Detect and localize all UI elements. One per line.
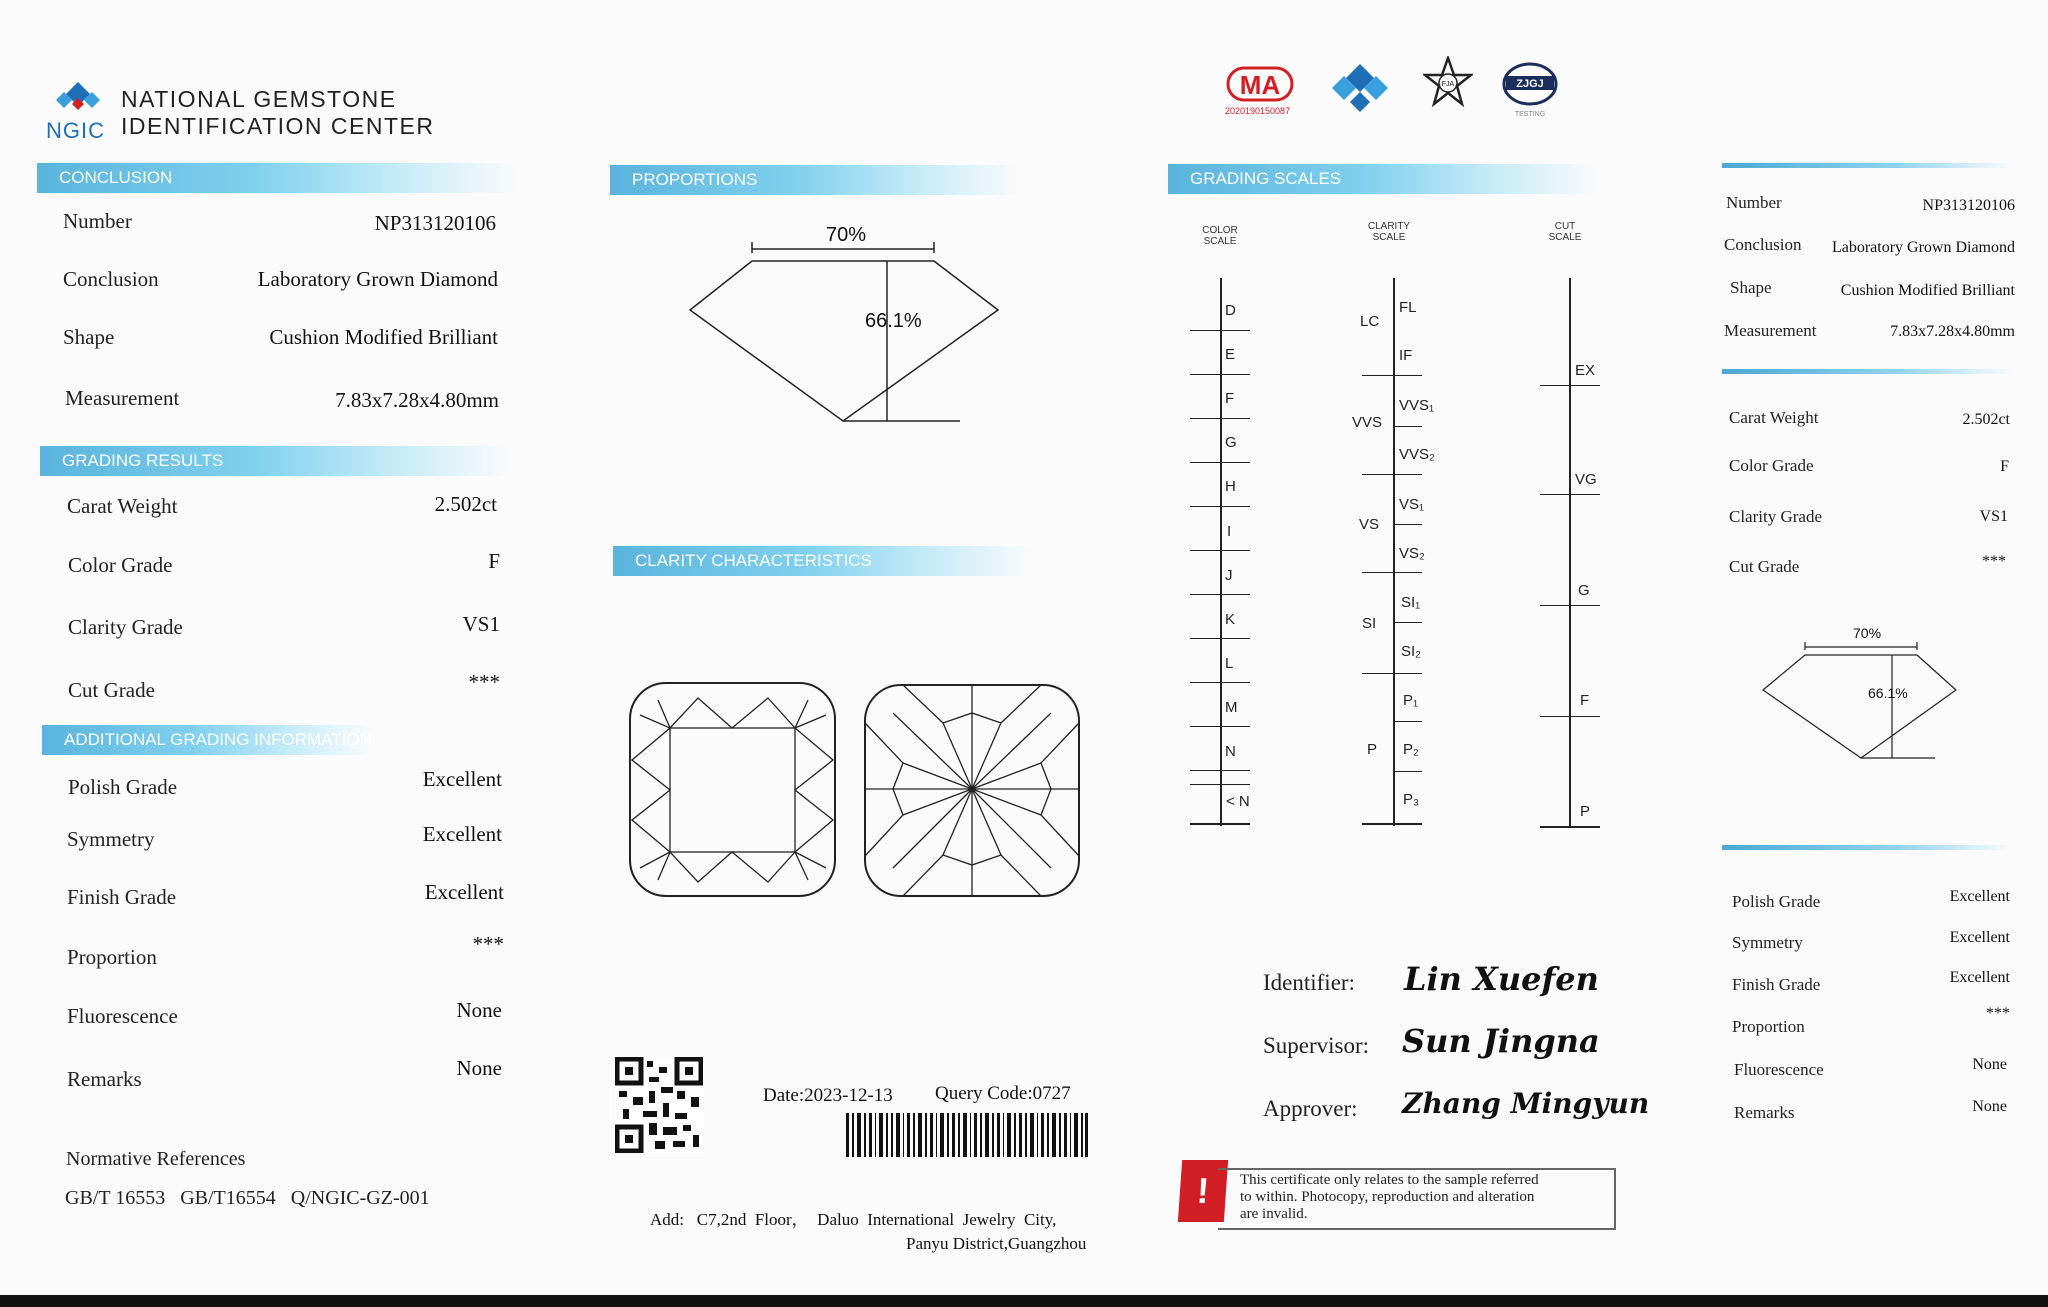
zjgj-testing-icon — [1500, 62, 1560, 120]
tick — [1190, 418, 1250, 419]
summary-proportions-diagram — [1755, 630, 1965, 766]
cma-mark-text: MA — [1239, 70, 1281, 100]
clarity-scale-title-1: CLARITY — [1367, 221, 1411, 232]
tick — [1393, 771, 1422, 772]
clarity-grade-vs2: VS₂ — [1399, 545, 1425, 562]
color-scale-title — [1200, 225, 1240, 247]
finish-label: Finish Grade — [67, 885, 177, 909]
summary-bottom-bar — [1722, 845, 2012, 850]
summary-fluorescence-value: None — [1972, 1056, 2007, 1073]
measurement-label: Measurement — [65, 386, 180, 410]
table-percent: 70% — [826, 224, 867, 246]
color-grade-below-n: < N — [1226, 793, 1250, 810]
address-line2: Panyu District,Guangzhou — [906, 1234, 1087, 1253]
summary-mid-bar — [1722, 369, 2012, 374]
proportions-diagram — [680, 225, 1010, 435]
qr-code-icon — [615, 1057, 703, 1153]
tick — [1190, 682, 1250, 683]
tick — [1190, 594, 1250, 595]
summary-remarks-value: None — [1972, 1098, 2007, 1115]
tick — [1393, 524, 1422, 525]
summary-depth-percent: 66.1% — [1868, 685, 1908, 701]
date: Date:2023-12-13 — [763, 1085, 893, 1106]
clarity-group-lc: LC — [1360, 313, 1380, 330]
fja-star-icon — [1423, 56, 1473, 108]
clarity-scale-base — [1362, 823, 1422, 825]
summary-fluorescence-label: Fluorescence — [1734, 1060, 1824, 1079]
tick — [1190, 330, 1250, 331]
conclusion-value: Laboratory Grown Diamond — [257, 267, 498, 291]
clarity-grade-si2: SI₂ — [1401, 643, 1421, 660]
remarks-value: None — [456, 1056, 502, 1080]
ngic-logo-text: NGIC — [46, 118, 105, 143]
query-code: Query Code:0727 — [935, 1083, 1071, 1104]
color-grade-k: K — [1225, 611, 1236, 628]
supervisor-signature: Sun Jingna — [1402, 1022, 1600, 1060]
summary-cut-value: *** — [1982, 553, 2006, 570]
summary-conclusion-value: Laboratory Grown Diamond — [1831, 239, 2015, 256]
clarity-scale-title — [1364, 221, 1414, 243]
shape-label: Shape — [63, 325, 115, 349]
color-grade-g: G — [1225, 434, 1237, 451]
fja-text: FJA — [1441, 81, 1455, 88]
conclusion-label: Conclusion — [63, 267, 159, 291]
tick — [1362, 673, 1422, 674]
number-label: Number — [63, 209, 132, 233]
summary-finish-label: Finish Grade — [1732, 975, 1821, 994]
tick — [1190, 638, 1250, 639]
references-title: Normative References — [66, 1148, 246, 1170]
color-grade-h: H — [1225, 478, 1236, 495]
cut-scale-title-2: SCALE — [1548, 232, 1582, 243]
tick — [1362, 474, 1422, 475]
notice-box — [1218, 1168, 1616, 1230]
crown-view-diagram — [628, 680, 838, 900]
summary-proportion-label: Proportion — [1732, 1017, 1805, 1036]
proportion-value: *** — [472, 932, 504, 956]
clarity-grade-si1: SI₁ — [1401, 594, 1421, 611]
tick — [1540, 605, 1600, 606]
summary-symmetry-label: Symmetry — [1732, 933, 1803, 952]
cut-scale-base — [1540, 826, 1600, 828]
accreditation-diamond-icon — [1330, 62, 1390, 114]
cut-grade-g: G — [1578, 582, 1590, 599]
tick — [1190, 506, 1250, 507]
color-scale-axis — [1220, 278, 1222, 826]
references-items: GB/T 16553 GB/T16554 Q/NGIC-GZ-001 — [65, 1187, 430, 1209]
clarity-label: Clarity Grade — [68, 615, 183, 639]
summary-measurement-value: 7.83x7.28x4.80mm — [1890, 323, 2015, 340]
clarity-grade-p2: P₂ — [1403, 741, 1419, 758]
approver-signature: Zhang Mingyun — [1402, 1087, 1650, 1120]
address-line1: Add: C7,2nd Floor， Daluo International Jewelry City, — [650, 1210, 1057, 1229]
symmetry-value: Excellent — [422, 822, 502, 846]
photo-bottom-edge — [0, 1295, 2048, 1307]
finish-value: Excellent — [424, 880, 504, 904]
org-name-line2: IDENTIFICATION CENTER — [121, 113, 435, 139]
notice-line: are invalid. — [1240, 1206, 1308, 1222]
color-value: F — [488, 549, 500, 573]
ngic-logo-icon — [50, 80, 106, 120]
color-grade-f: F — [1225, 390, 1235, 407]
identifier-signature: Lin Xuefen — [1404, 960, 1599, 998]
remarks-label: Remarks — [67, 1067, 142, 1091]
tick — [1393, 622, 1422, 623]
carat-value: 2.502ct — [434, 492, 497, 516]
clarity-grade-p3: P₃ — [1403, 791, 1420, 808]
color-grade-n: N — [1225, 743, 1236, 760]
summary-carat-label: Carat Weight — [1729, 408, 1819, 427]
zjgj-text: ZJGJ — [1516, 78, 1544, 90]
tick — [1362, 375, 1422, 376]
testing-text: TESTING — [1514, 111, 1546, 118]
cut-grade-p: P — [1580, 803, 1591, 820]
cut-value: *** — [468, 670, 500, 694]
cut-scale-title — [1545, 221, 1585, 243]
clarity-grade-vvs1: VVS₁ — [1399, 397, 1435, 414]
shape-value: Cushion Modified Brilliant — [269, 325, 498, 349]
warning-icon: ! — [1178, 1160, 1228, 1222]
clarity-grade-if: IF — [1399, 347, 1413, 364]
summary-cut-label: Cut Grade — [1729, 557, 1800, 576]
cut-scale-title-1: CUT — [1554, 221, 1576, 232]
summary-color-label: Color Grade — [1729, 456, 1814, 475]
tick — [1540, 494, 1600, 495]
clarity-grade-p1: P₁ — [1403, 692, 1419, 709]
symmetry-label: Symmetry — [67, 827, 155, 851]
summary-clarity-label: Clarity Grade — [1729, 507, 1822, 526]
notice-line: to within. Photocopy, reproduction and alteration — [1240, 1189, 1535, 1205]
number-value: NP313120106 — [374, 211, 496, 235]
summary-shape-label: Shape — [1730, 278, 1772, 297]
color-grade-e: E — [1225, 346, 1236, 363]
proportions-banner: PROPORTIONS — [610, 165, 1020, 195]
tick — [1393, 721, 1422, 722]
tick — [1190, 770, 1250, 771]
cma-code: 2020190150087 — [1225, 106, 1291, 116]
color-grade-l: L — [1225, 655, 1234, 672]
tick — [1190, 784, 1250, 785]
cut-scale-axis — [1569, 278, 1571, 828]
color-grade-j: J — [1225, 567, 1233, 584]
clarity-group-vs: VS — [1359, 516, 1380, 533]
depth-percent: 66.1% — [865, 310, 922, 332]
cut-label: Cut Grade — [68, 678, 155, 702]
color-scale-title-1: COLOR — [1202, 225, 1238, 236]
color-label: Color Grade — [68, 553, 173, 577]
grading-scales-banner: GRADING SCALES — [1168, 164, 1598, 194]
clarity-value: VS1 — [462, 612, 500, 636]
color-scale-base — [1190, 823, 1250, 825]
tick — [1540, 385, 1600, 386]
summary-top-bar — [1722, 163, 2012, 168]
summary-color-value: F — [2000, 458, 2009, 475]
carat-label: Carat Weight — [67, 494, 178, 518]
clarity-group-p: P — [1367, 741, 1378, 758]
tick — [1362, 572, 1422, 573]
proportion-label: Proportion — [67, 945, 157, 969]
clarity-scale-title-2: SCALE — [1372, 232, 1406, 243]
approver-label: Approver: — [1263, 1096, 1358, 1121]
color-scale-title-2: SCALE — [1203, 236, 1237, 247]
cut-grade-f: F — [1580, 692, 1590, 709]
barcode-icon — [846, 1113, 1088, 1157]
summary-polish-label: Polish Grade — [1732, 892, 1821, 911]
fluorescence-value: None — [456, 998, 502, 1022]
summary-table-percent: 70% — [1853, 625, 1882, 641]
identifier-label: Identifier: — [1263, 970, 1355, 995]
tick — [1393, 426, 1422, 427]
color-grade-d: D — [1225, 302, 1236, 319]
color-grade-m: M — [1225, 699, 1238, 716]
tick — [1190, 374, 1250, 375]
pavilion-view-diagram — [863, 683, 1081, 898]
supervisor-label: Supervisor: — [1263, 1033, 1370, 1058]
clarity-group-vvs: VVS — [1352, 414, 1383, 431]
color-grade-i: I — [1227, 523, 1232, 540]
summary-finish-value: Excellent — [1949, 969, 2010, 986]
cut-grade-ex: EX — [1575, 362, 1596, 379]
summary-number-label: Number — [1726, 193, 1782, 212]
conclusion-banner: CONCLUSION — [37, 163, 517, 193]
summary-carat-value: 2.502ct — [1962, 411, 2010, 428]
clarity-grade-vvs2: VVS₂ — [1399, 446, 1435, 463]
polish-value: Excellent — [422, 767, 502, 791]
notice-line: This certificate only relates to the sample referred — [1240, 1172, 1539, 1188]
org-name-line1: NATIONAL GEMSTONE — [121, 86, 397, 112]
tick — [1190, 462, 1250, 463]
clarity-grade-vs1: VS₁ — [1399, 496, 1425, 513]
summary-polish-value: Excellent — [1949, 888, 2010, 905]
clarity-scale-axis — [1393, 278, 1395, 826]
summary-conclusion-label: Conclusion — [1724, 235, 1802, 254]
tick — [1190, 550, 1250, 551]
tick — [1190, 726, 1250, 727]
summary-remarks-label: Remarks — [1734, 1103, 1795, 1122]
summary-shape-value: Cushion Modified Brilliant — [1840, 282, 2015, 299]
summary-proportion-value: *** — [1986, 1005, 2010, 1022]
measurement-value: 7.83x7.28x4.80mm — [335, 388, 499, 412]
fluorescence-label: Fluorescence — [67, 1004, 178, 1028]
grading-results-banner: GRADING RESULTS — [40, 446, 510, 476]
summary-symmetry-value: Excellent — [1949, 929, 2010, 946]
polish-label: Polish Grade — [68, 775, 178, 799]
summary-number-value: NP313120106 — [1922, 197, 2015, 214]
summary-measurement-label: Measurement — [1724, 321, 1817, 340]
tick — [1540, 716, 1600, 717]
clarity-banner: CLARITY CHARACTERISTICS — [613, 546, 1033, 576]
clarity-group-si: SI — [1362, 615, 1377, 632]
clarity-grade-fl: FL — [1399, 299, 1417, 316]
cut-grade-vg: VG — [1575, 471, 1597, 488]
summary-clarity-value: VS1 — [1979, 508, 2008, 525]
additional-banner: ADDITIONAL GRADING INFORMATION — [42, 725, 372, 755]
